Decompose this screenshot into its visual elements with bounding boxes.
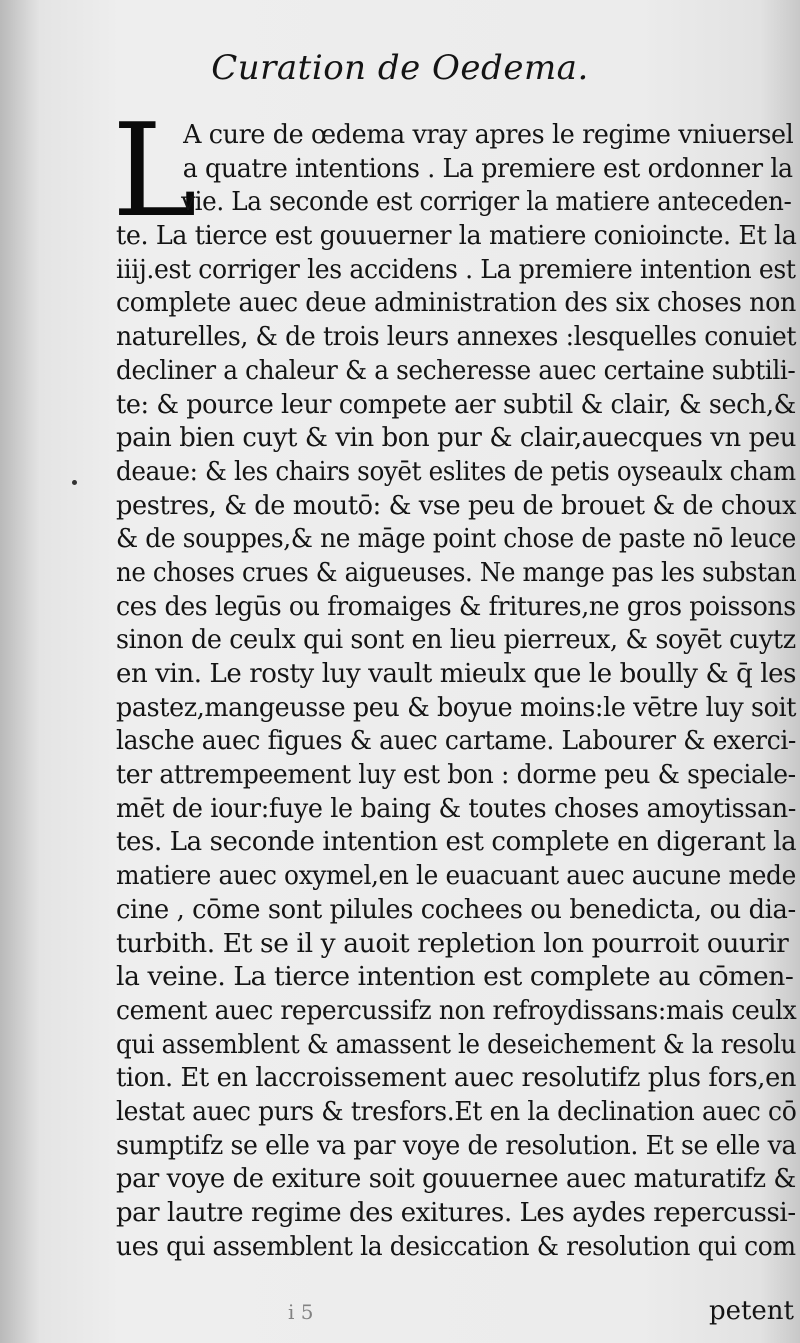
text-line: deaue: & les chairs soyēt eslites de petis oyseaulx cham xyxy=(116,455,796,487)
text-line: qui assemblent & amassent le deseichement & la resolu xyxy=(116,1028,796,1060)
text-line: pain bien cuyt & vin bon pur & clair,auecques vn peu xyxy=(116,422,797,454)
text-line: sumptifz se elle va par voye de resolution. Et se elle va xyxy=(116,1129,797,1161)
text-line: par voye de exiture soit gouuernee auec maturatifz & xyxy=(116,1163,796,1195)
text-line: ues qui assemblent la desiccation & resolution qui com xyxy=(116,1230,796,1262)
text-line: en vin. Le rosty luy vault mieulx que le boully & q̄ les xyxy=(116,658,797,689)
text-line: cement auec repercussifz non refroydissans:mais ceulx xyxy=(116,994,797,1026)
catchword: petent xyxy=(708,1296,794,1326)
text-line: naturelles, & de trois leurs annexes :lesquelles conuiet xyxy=(116,321,797,353)
text-line: matiere auec oxymel,en le euacuant auec aucune mede xyxy=(116,860,796,892)
text-line: mēt de iour:fuye le baing & toutes choses amoytissan- xyxy=(116,792,796,824)
text-line: lasche auec figues & auec cartame. Labourer & exerci- xyxy=(116,725,796,757)
text-line: complete auec deue administration des six choses non xyxy=(116,287,796,319)
text-line: pastez,mangeusse peu & boyue moins:le vētre luy soit xyxy=(116,691,797,723)
text-line: ter attrempeement luy est bon : dorme peu & speciale- xyxy=(116,759,796,791)
text-line: A cure de œdema vray apres le regime vniuersel xyxy=(183,119,794,150)
text-line: te: & pource leur compete aer subtil & clair, & sech,& xyxy=(116,388,796,420)
text-line: iiij.est corriger les accidens . La premiere intention est xyxy=(116,253,796,285)
text-line: la veine. La tierce intention est complete au cōmen- xyxy=(116,961,794,993)
text-line: vie. La seconde est corriger la matiere anteceden- xyxy=(181,186,792,218)
chapter-title: Curation de Oedema. xyxy=(211,48,589,88)
text-line: lestat auec purs & tresfors.Et en la declination auec cō xyxy=(116,1095,797,1127)
text-line: decliner a chaleur & a secheresse auec certaine subtili- xyxy=(116,354,796,386)
body-text xyxy=(116,118,796,1263)
text-line: turbith. Et se il y auoit repletion lon pourroit ouurir xyxy=(116,927,789,959)
drop-capital: L xyxy=(112,97,197,246)
margin-mark xyxy=(72,480,77,485)
signature-mark: i 5 xyxy=(288,1300,314,1324)
text-line: ces des legūs ou fromaiges & fritures,ne gros poissons xyxy=(116,590,796,622)
text-line: cine , cōme sont pilules cochees ou benedicta, ou dia- xyxy=(116,893,796,925)
text-line: & de souppes,& ne māge point chose de paste nō leuce xyxy=(116,523,797,555)
text-line: te. La tierce est gouuerner la matiere conioincte. Et la xyxy=(116,220,797,252)
text-line: ne choses crues & aigueuses. Ne mange pas les substan xyxy=(116,556,797,588)
text-line: pestres, & de moutō: & vse peu de brouet & de choux xyxy=(116,489,797,521)
text-line: sinon de ceulx qui sont en lieu pierreux, & soyēt cuytz xyxy=(116,624,796,656)
text-line: tes. La seconde intention est complete en digerant la xyxy=(116,826,797,858)
text-line: tion. Et en laccroissement auec resolutifz plus fors,en xyxy=(116,1062,797,1094)
text-line: par lautre regime des exitures. Les aydes repercussi- xyxy=(116,1197,796,1228)
text-line: a quatre intentions . La premiere est ordonner la xyxy=(182,152,793,184)
